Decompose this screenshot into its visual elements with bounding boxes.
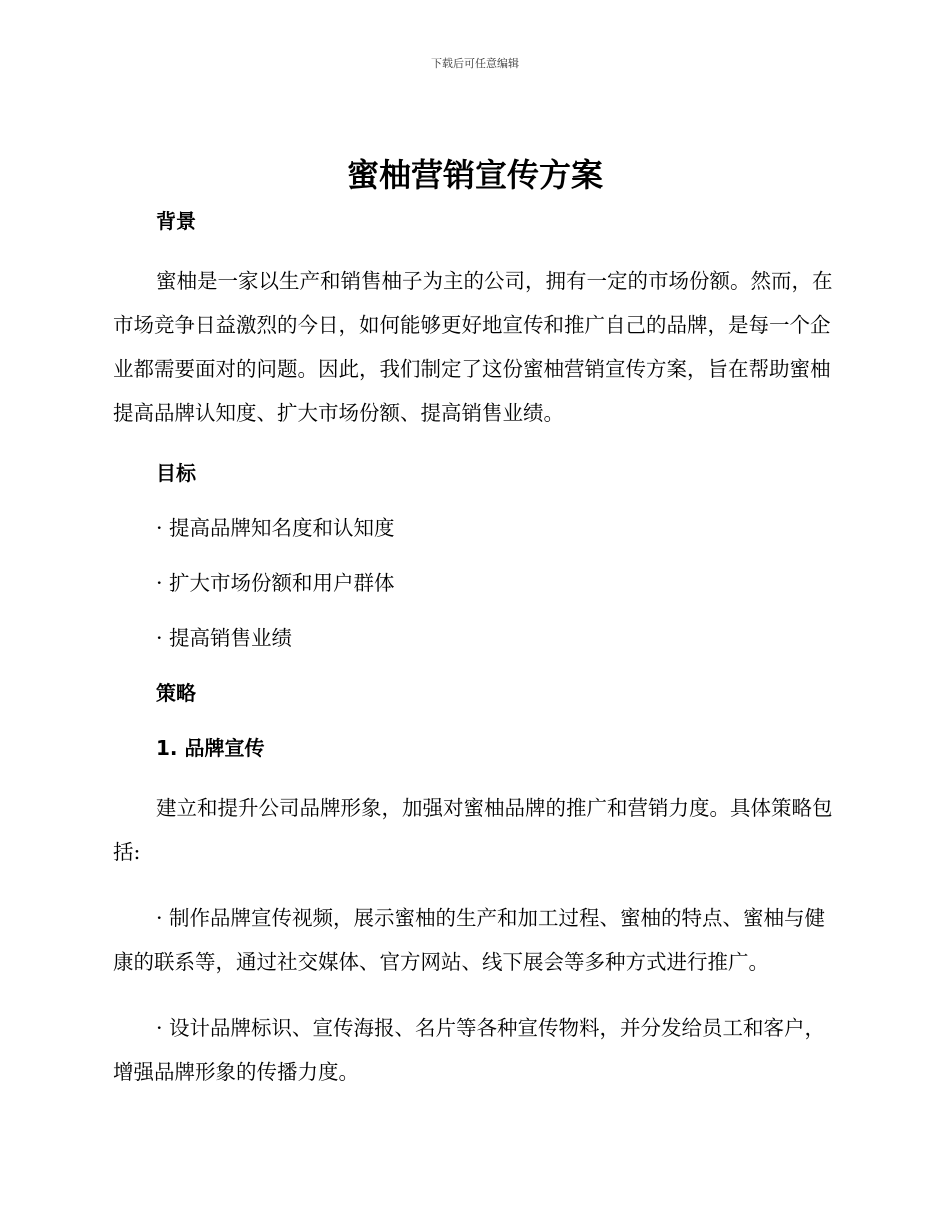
background-paragraph: 蜜柚是一家以生产和销售柚子为主的公司，拥有一定的市场份额。然而，在市场竞争日益激烈的今日，如何能够更好地宣传和推广自己的品牌，是每一个企业都需要面对的问题。因此，我们制定了这份蜜柚营销宣传方案，旨在帮助蜜柚提高品牌认知度、扩大市场份额、提高销售业绩。 [113,269,833,425]
document-title: 蜜柚营销宣传方案 [346,156,603,194]
section-heading-background: 背景 [156,209,196,233]
goal-item: · 扩大市场份额和用户群体 [156,571,395,595]
section-heading-strategy: 策略 [156,681,196,705]
page-header-note: 下载后可任意编辑 [431,57,519,70]
subsection-heading-brand-promotion: 1. 品牌宣传 [156,736,265,760]
section-heading-goals: 目标 [156,461,196,485]
goal-item: · 提高品牌知名度和认知度 [156,516,395,540]
brand-promotion-item: · 制作品牌宣传视频，展示蜜柚的生产和加工过程、蜜柚的特点、蜜柚与健康的联系等，通过社交媒体、官方网站、线下展会等多种方式进行推广。 [113,906,826,974]
document-body [113,205,837,1094]
brand-promotion-item: · 设计品牌标识、宣传海报、名片等各种宣传物料，并分发给员工和客户，增强品牌形象的传播力度。 [113,1016,826,1084]
goal-item: · 提高销售业绩 [156,626,293,650]
brand-promotion-intro: 建立和提升公司品牌形象，加强对蜜柚品牌的推广和营销力度。具体策略包括: [113,796,833,864]
